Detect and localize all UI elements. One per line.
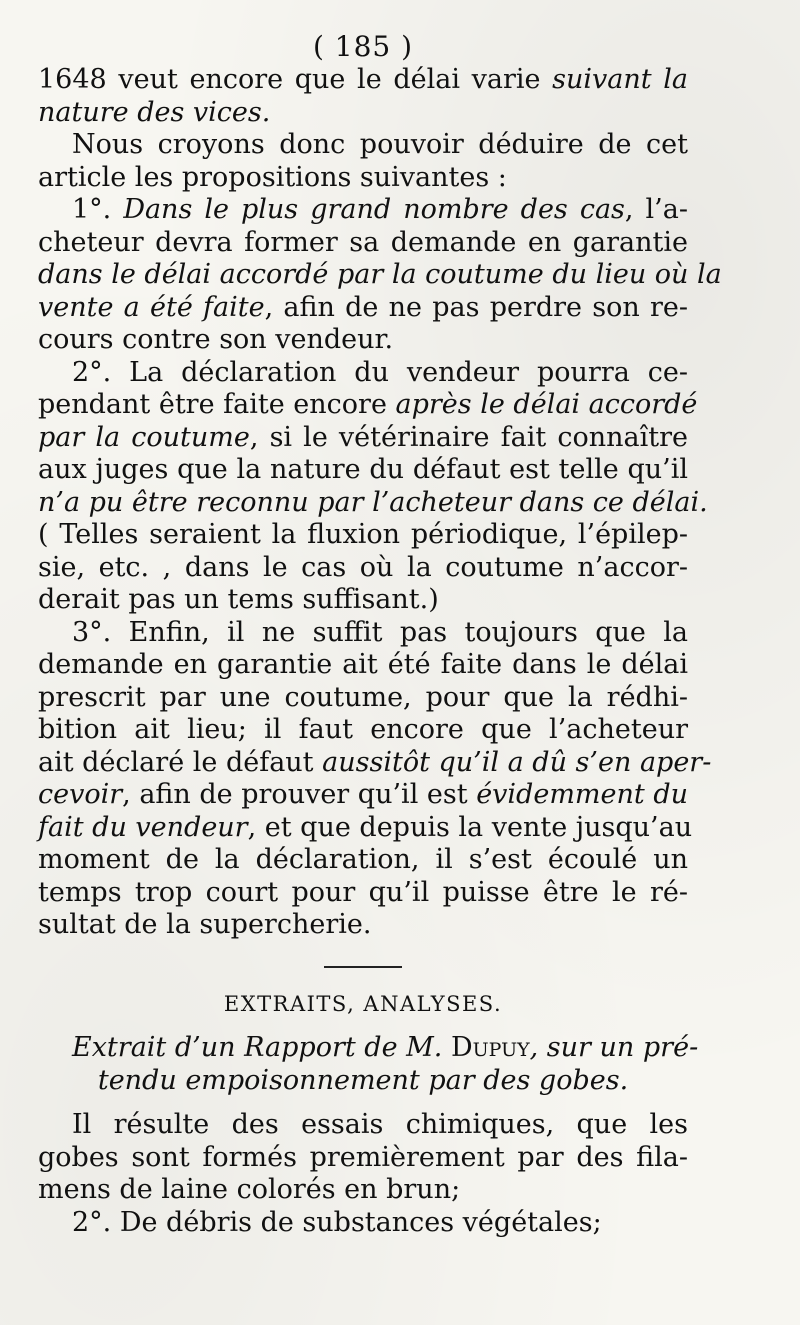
section-heading: EXTRAITS, ANALYSES. [223,991,503,1016]
italic-run: Dans le plus grand nombre des cas [123,194,625,225]
italic-run: par la coutume [38,421,250,453]
spacer [38,1020,688,1032]
text-line [38,811,693,845]
italic-run: suivant la [552,64,688,95]
section-divider [324,966,402,968]
text-run: , si le vétérinaire fait connaître [249,421,688,453]
text-line [38,389,698,422]
text-line [38,746,712,780]
paragraph-first-line: Il résulte des essais chimiques, que les [72,1109,688,1140]
text-line: mens de laine colorés en brun; [38,1174,461,1205]
italic-run: évidemment du [476,779,688,810]
text-run: ait déclaré le défaut [38,746,314,778]
text-line: article les propositions suivantes : [38,161,507,193]
paragraph-first-line: 2°. La déclaration du vendeur pourra ce- [72,356,688,388]
text-run: , afin de prouver qu’il est [122,779,468,810]
italic-run: fait du vendeur [38,811,248,843]
text-line: cheteur devra former sa demande en garantie [38,226,688,258]
text-run: 1°. [72,194,112,225]
italic-run: aussitôt qu’il a dû s’en aper- [322,746,712,778]
text-line: ( Telles seraient la fluxion périodique, l’épilep- [38,519,688,550]
text-line [38,292,688,325]
page-number: ( 185 ) [312,30,414,63]
italic-run: Extrait d’un Rapport de M. [72,1032,443,1063]
text-line: dans le délai accordé par la coutume du lieu où la [38,259,722,290]
text-line [38,779,688,812]
text-run: , et que depuis la vente jusqu’au [247,811,693,843]
text-run: pendant être faite encore [38,389,387,420]
page-text [38,30,722,1239]
text-run: , afin de ne pas perdre son re- [264,291,689,323]
text-line [38,97,688,130]
spacer [38,1097,688,1109]
text-line: sultat de la supercherie. [38,909,372,940]
text-run: 1648 veut encore que le délai varie [38,64,541,95]
text-line: moment de la déclaration, il s’est écoulé un [38,844,688,875]
text-line [38,422,688,455]
text-line: prescrit par une coutume, pour que la rédhi- [38,681,688,713]
text-line: demande en garantie ait été faite dans le délai [38,649,688,680]
text-line: sie, etc. , dans le cas où la coutume n’accor- [38,551,688,583]
paragraph-first-line: 3°. Enfin, il ne suffit pas toujours que la [72,616,688,648]
italic-run: vente a été faite [38,291,265,323]
text-line: derait pas un tems suffisant.) [38,584,439,615]
italic-run: cevoir [38,779,123,810]
text-line: cours contre son vendeur. [38,324,394,355]
text-line: gobes sont formés premièrement par des fila- [38,1141,688,1173]
section-subtitle-line [38,1032,699,1065]
italic-run: , sur un pré- [529,1032,699,1063]
paragraph-first-line: Nous croyons donc pouvoir déduire de cet [72,129,688,160]
italic-run: nature des vices. [38,96,271,128]
text-line: bition ait lieu; il faut encore que l’acheteur [38,714,688,745]
text-run: , l’a- [624,194,688,225]
paragraph-first-line [38,194,688,227]
paragraph-first-line: 2°. De débris de substances végétales; [72,1206,602,1238]
text-line [38,64,688,97]
text-line: temps trop court pour qu’il puisse être le ré- [38,876,688,908]
text-line: aux juges que la nature du défaut est telle qu’il [38,454,688,485]
section-subtitle-line: tendu empoisonnement par des gobes. [97,1064,629,1096]
italic-run: après le délai accordé [395,389,698,420]
author-name: Dupuy [450,1032,530,1063]
text-line: n’a pu être reconnu par l’acheteur dans ce délai. [38,486,708,518]
